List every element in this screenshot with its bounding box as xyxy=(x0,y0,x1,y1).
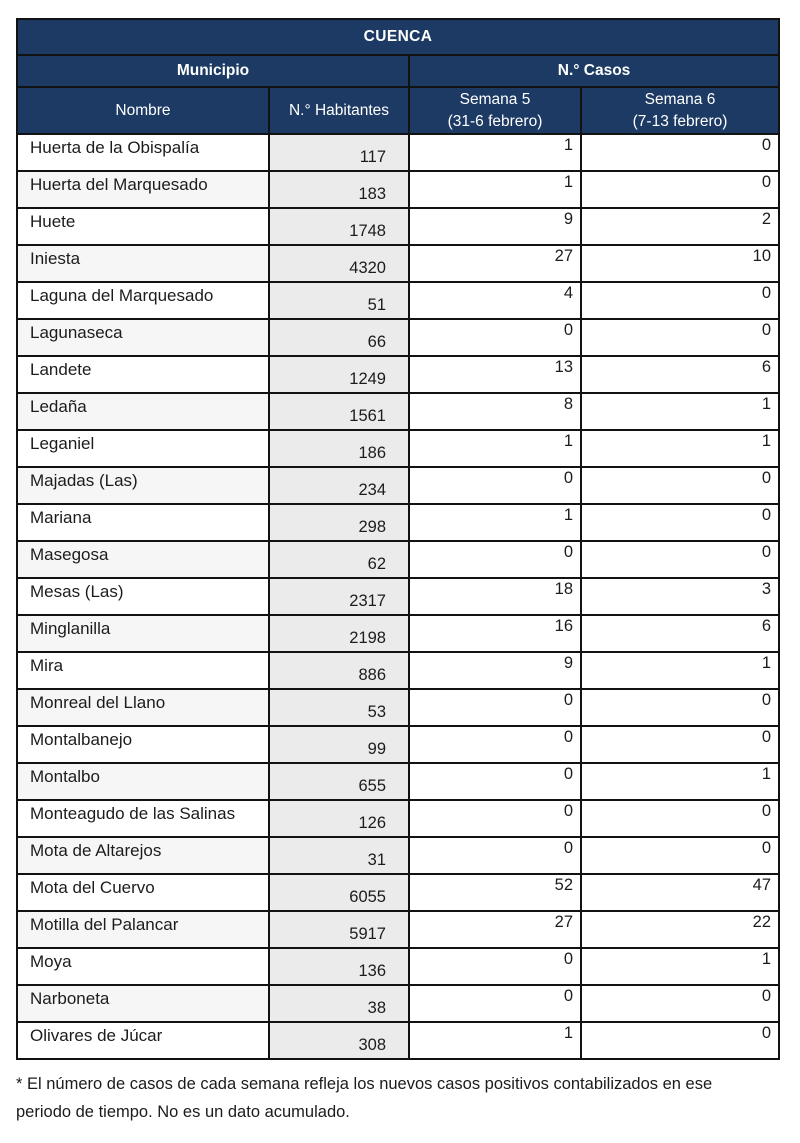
habitantes-value: 1249 xyxy=(269,356,409,393)
semana6-label: Semana 6 xyxy=(644,90,716,108)
table-row xyxy=(17,763,779,800)
semana6-value: 6 xyxy=(581,615,779,652)
semana5-value: 16 xyxy=(409,615,581,652)
habitantes-value: 66 xyxy=(269,319,409,356)
table-header xyxy=(17,19,779,134)
semana6-value: 0 xyxy=(581,171,779,208)
municipality-name: Montalbo xyxy=(17,763,269,800)
semana6-value: 10 xyxy=(581,245,779,282)
footnote: * El número de casos de cada semana refleja los nuevos casos positivos contabilizados en ese periodo de tiempo. No es un dato acumulado. xyxy=(16,1075,713,1121)
table-row xyxy=(17,689,779,726)
semana6-value: 0 xyxy=(581,282,779,319)
semana5-value: 1 xyxy=(409,430,581,467)
habitantes-value: 1748 xyxy=(269,208,409,245)
habitantes-value: 38 xyxy=(269,985,409,1022)
municipality-name: Monreal del Llano xyxy=(17,689,269,726)
table-row xyxy=(17,504,779,541)
table-row xyxy=(17,615,779,652)
column-header-nombre: Nombre xyxy=(17,87,269,134)
municipality-name: Leganiel xyxy=(17,430,269,467)
semana6-value: 0 xyxy=(581,504,779,541)
semana5-value: 27 xyxy=(409,911,581,948)
semana5-value: 0 xyxy=(409,837,581,874)
semana6-value: 22 xyxy=(581,911,779,948)
habitantes-value: 234 xyxy=(269,467,409,504)
semana6-value: 0 xyxy=(581,726,779,763)
table-row xyxy=(17,652,779,689)
municipality-name: Mesas (Las) xyxy=(17,578,269,615)
habitantes-value: 655 xyxy=(269,763,409,800)
semana5-value: 1 xyxy=(409,134,581,171)
table-row xyxy=(17,578,779,615)
semana5-value: 1 xyxy=(409,1022,581,1059)
table-row xyxy=(17,541,779,578)
municipality-name: Mira xyxy=(17,652,269,689)
semana5-value: 0 xyxy=(409,763,581,800)
semana6-value: 1 xyxy=(581,948,779,985)
habitantes-value: 308 xyxy=(269,1022,409,1059)
municipality-name: Olivares de Júcar xyxy=(17,1022,269,1059)
habitantes-value: 186 xyxy=(269,430,409,467)
cases-table xyxy=(16,18,780,1060)
habitantes-value: 2198 xyxy=(269,615,409,652)
municipality-name: Montalbanejo xyxy=(17,726,269,763)
table-body xyxy=(17,134,779,1059)
habitantes-value: 136 xyxy=(269,948,409,985)
municipality-name: Mariana xyxy=(17,504,269,541)
habitantes-value: 6055 xyxy=(269,874,409,911)
table-row xyxy=(17,911,779,948)
table-row xyxy=(17,467,779,504)
municipality-name: Narboneta xyxy=(17,985,269,1022)
semana6-value: 1 xyxy=(581,430,779,467)
semana6-value: 0 xyxy=(581,134,779,171)
semana5-value: 18 xyxy=(409,578,581,615)
habitantes-value: 99 xyxy=(269,726,409,763)
semana5-value: 27 xyxy=(409,245,581,282)
habitantes-value: 62 xyxy=(269,541,409,578)
semana6-value: 1 xyxy=(581,763,779,800)
semana6-value: 0 xyxy=(581,800,779,837)
habitantes-value: 53 xyxy=(269,689,409,726)
semana5-value: 0 xyxy=(409,541,581,578)
table-row xyxy=(17,800,779,837)
semana6-value: 6 xyxy=(581,356,779,393)
table-row xyxy=(17,874,779,911)
municipality-name: Iniesta xyxy=(17,245,269,282)
municipality-name: Minglanilla xyxy=(17,615,269,652)
semana5-value: 0 xyxy=(409,726,581,763)
table-row xyxy=(17,1022,779,1059)
semana5-label: Semana 5 xyxy=(459,90,531,108)
semana5-value: 0 xyxy=(409,985,581,1022)
municipality-name: Majadas (Las) xyxy=(17,467,269,504)
municipality-name: Laguna del Marquesado xyxy=(17,282,269,319)
municipality-name: Motilla del Palancar xyxy=(17,911,269,948)
table-row xyxy=(17,837,779,874)
semana6-value: 1 xyxy=(581,652,779,689)
habitantes-value: 183 xyxy=(269,171,409,208)
province-title-row xyxy=(17,19,779,55)
semana6-value: 0 xyxy=(581,689,779,726)
habitantes-value: 51 xyxy=(269,282,409,319)
municipality-name: Mota de Altarejos xyxy=(17,837,269,874)
municipality-name: Huerta del Marquesado xyxy=(17,171,269,208)
table-row xyxy=(17,430,779,467)
semana6-value: 0 xyxy=(581,1022,779,1059)
habitantes-value: 4320 xyxy=(269,245,409,282)
semana6-value: 0 xyxy=(581,467,779,504)
semana6-value: 2 xyxy=(581,208,779,245)
municipality-name: Huerta de la Obispalía xyxy=(17,134,269,171)
semana5-value: 13 xyxy=(409,356,581,393)
table-row xyxy=(17,393,779,430)
semana5-value: 1 xyxy=(409,171,581,208)
semana5-value: 0 xyxy=(409,467,581,504)
habitantes-value: 5917 xyxy=(269,911,409,948)
semana5-value: 9 xyxy=(409,652,581,689)
habitantes-value: 886 xyxy=(269,652,409,689)
semana6-value: 1 xyxy=(581,393,779,430)
municipality-name: Mota del Cuervo xyxy=(17,874,269,911)
habitantes-value: 31 xyxy=(269,837,409,874)
habitantes-value: 1561 xyxy=(269,393,409,430)
habitantes-value: 126 xyxy=(269,800,409,837)
semana5-value: 0 xyxy=(409,948,581,985)
semana5-value: 52 xyxy=(409,874,581,911)
table-row xyxy=(17,319,779,356)
semana5-value: 9 xyxy=(409,208,581,245)
semana5-dates: (31-6 febrero) xyxy=(447,112,543,130)
table-row xyxy=(17,948,779,985)
semana6-value: 0 xyxy=(581,837,779,874)
habitantes-value: 298 xyxy=(269,504,409,541)
semana6-value: 0 xyxy=(581,541,779,578)
municipality-name: Landete xyxy=(17,356,269,393)
semana6-value: 0 xyxy=(581,319,779,356)
municipality-name: Huete xyxy=(17,208,269,245)
column-header-habitantes: N.° Habitantes xyxy=(269,87,409,134)
semana5-value: 1 xyxy=(409,504,581,541)
municipality-name: Ledaña xyxy=(17,393,269,430)
habitantes-value: 117 xyxy=(269,134,409,171)
table-row xyxy=(17,985,779,1022)
municipality-name: Lagunaseca xyxy=(17,319,269,356)
group-header-row xyxy=(17,55,779,87)
table-row xyxy=(17,134,779,171)
group-header-municipio: Municipio xyxy=(17,55,409,87)
table-row xyxy=(17,726,779,763)
table-row xyxy=(17,245,779,282)
table-row xyxy=(17,356,779,393)
province-title: CUENCA xyxy=(17,19,779,55)
municipality-name: Moya xyxy=(17,948,269,985)
semana6-value: 47 xyxy=(581,874,779,911)
municipality-name: Monteagudo de las Salinas xyxy=(17,800,269,837)
semana5-value: 0 xyxy=(409,689,581,726)
column-header-semana6 xyxy=(581,87,779,134)
column-header-row xyxy=(17,87,779,134)
semana5-value: 0 xyxy=(409,800,581,837)
column-header-semana5 xyxy=(409,87,581,134)
table-row xyxy=(17,171,779,208)
table-row xyxy=(17,208,779,245)
table-row xyxy=(17,282,779,319)
habitantes-value: 2317 xyxy=(269,578,409,615)
semana6-dates: (7-13 febrero) xyxy=(632,112,728,130)
semana5-value: 4 xyxy=(409,282,581,319)
semana6-value: 3 xyxy=(581,578,779,615)
semana6-value: 0 xyxy=(581,985,779,1022)
group-header-casos: N.° Casos xyxy=(409,55,779,87)
municipality-name: Masegosa xyxy=(17,541,269,578)
semana5-value: 8 xyxy=(409,393,581,430)
semana5-value: 0 xyxy=(409,319,581,356)
